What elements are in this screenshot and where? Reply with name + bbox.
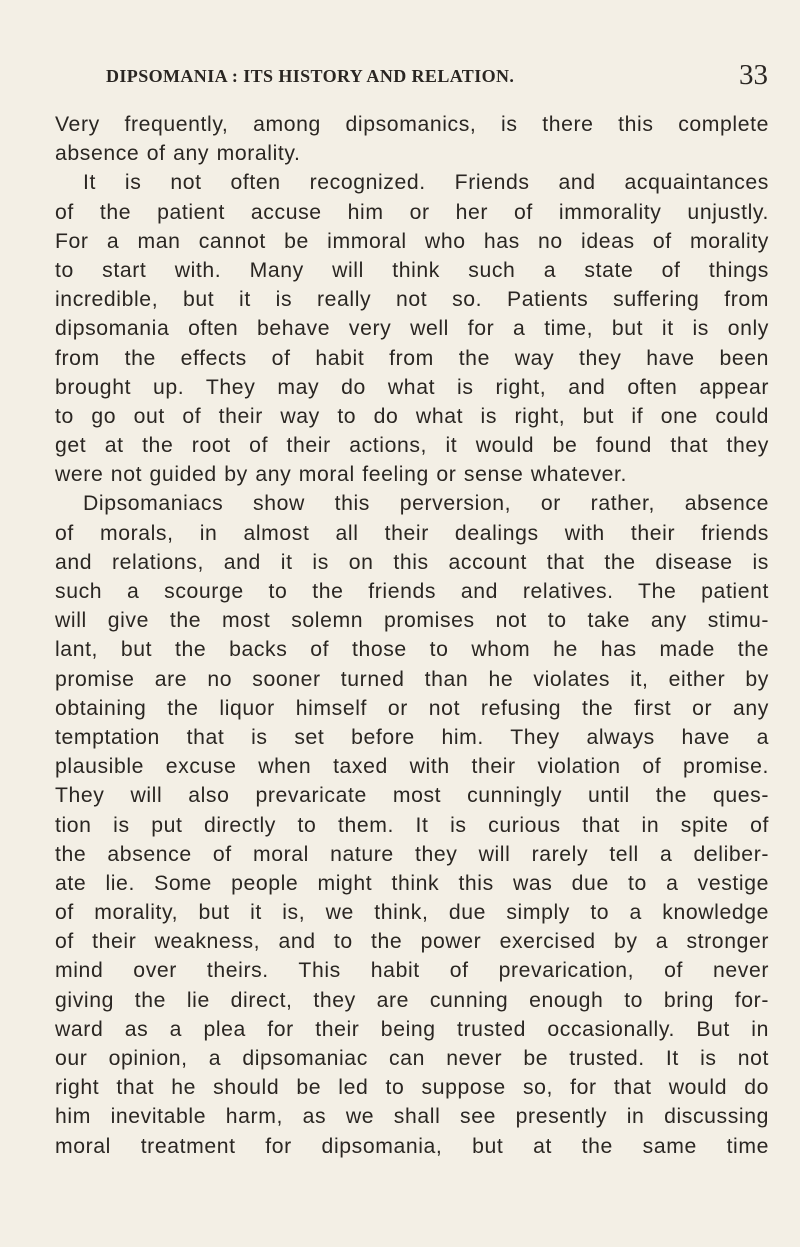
text-line: such a scourge to the friends and relatives. The patient: [55, 580, 769, 603]
text-line: of morals, in almost all their dealings with their friends: [55, 521, 769, 545]
text-line: obtaining the liquor himself or not refusing the first or any: [55, 696, 769, 720]
text-line: tion is put directly to them. It is curious that in spite of: [55, 813, 769, 837]
text-line: giving the lie direct, they are cunning enough to bring for-: [55, 988, 769, 1012]
text-line: temptation that is set before him. They always have a: [55, 725, 769, 749]
text-line: the absence of moral nature they will rarely tell a deliber-: [55, 842, 769, 866]
body-text: [55, 110, 769, 1161]
text-line: were not guided by any moral feeling or sense whatever.: [55, 463, 627, 487]
text-line: of morality, but it is, we think, due simply to a knowledge: [55, 901, 769, 925]
text-line: to start with. Many will think such a state of things: [55, 258, 769, 282]
text-line: him inevitable harm, as we shall see presently in discussing: [55, 1105, 769, 1129]
text-line: moral treatment for dipsomania, but at the same time: [55, 1134, 769, 1158]
running-head: [106, 59, 768, 94]
text-line: incredible, but it is really not so. Patients suffering from: [55, 288, 769, 312]
text-line: lant, but the backs of those to whom he has made the: [55, 638, 769, 662]
text-line: of the patient accuse him or her of immorality unjustly.: [55, 200, 769, 224]
running-title: DIPSOMANIA : ITS HISTORY AND RELATION.: [106, 66, 515, 86]
text-line: right that he should be led to suppose so, for that would do: [55, 1076, 769, 1100]
text-line: It is not often recognized. Friends and acquaintances: [83, 171, 769, 195]
text-line: get at the root of their actions, it would be found that they: [55, 434, 769, 458]
text-line: our opinion, a dipsomaniac can never be trusted. It is not: [55, 1047, 769, 1070]
text-line: and relations, and it is on this account that the disease is: [55, 550, 769, 574]
text-line: from the effects of habit from the way they have been: [55, 346, 769, 370]
text-line: absence of any morality.: [55, 142, 301, 166]
text-line: They will also prevaricate most cunningly until the ques-: [55, 784, 769, 808]
text-line: mind over theirs. This habit of prevarication, of never: [55, 959, 769, 983]
text-line: dipsomania often behave very well for a time, but it is only: [55, 317, 769, 341]
page-number: 33: [739, 59, 768, 91]
text-line: For a man cannot be immoral who has no ideas of morality: [55, 229, 769, 253]
text-line: brought up. They may do what is right, and often appear: [55, 375, 769, 399]
text-line: ward as a plea for their being trusted occasionally. But in: [55, 1017, 769, 1041]
text-line: Dipsomaniacs show this perversion, or rather, absence: [83, 492, 769, 516]
text-line: Very frequently, among dipsomanics, is there this complete: [55, 113, 769, 136]
text-line: of their weakness, and to the power exercised by a stronger: [55, 930, 769, 954]
text-line: promise are no sooner turned than he violates it, either by: [55, 667, 769, 691]
text-line: plausible excuse when taxed with their violation of promise.: [55, 755, 769, 779]
text-line: to go out of their way to do what is right, but if one could: [55, 404, 769, 428]
text-line: ate lie. Some people might think this was due to a vestige: [55, 871, 769, 895]
text-line: will give the most solemn promises not to take any stimu-: [55, 609, 769, 633]
